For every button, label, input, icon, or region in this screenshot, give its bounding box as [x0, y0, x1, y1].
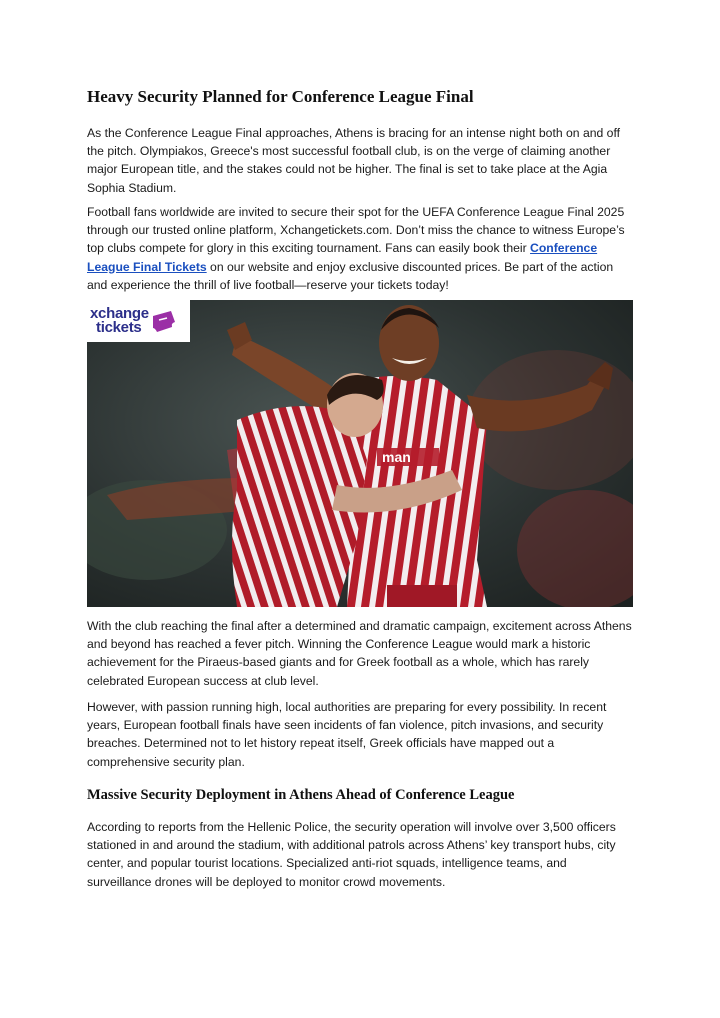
jersey-sponsor-text: man — [382, 449, 411, 465]
tickets-text-after: on our website and enjoy exclusive discounted prices. Be part of the action and experience the thrill of live football—reserve your tickets today! — [87, 259, 614, 292]
celebrating-players-image — [87, 300, 633, 607]
ticket-icon — [151, 308, 177, 334]
page-title: Heavy Security Planned for Conference League Final — [87, 87, 474, 106]
section-heading: Massive Security Deployment in Athens Ahead of Conference League — [87, 787, 515, 803]
logo-line2: tickets — [96, 319, 142, 336]
tickets-paragraph — [87, 203, 633, 294]
logo-line1: xchange — [90, 305, 149, 322]
hero-photo — [87, 300, 633, 607]
conference-league-tickets-link[interactable]: Conference League Final Tickets — [87, 241, 598, 274]
authorities-paragraph: However, with passion running high, local authorities are preparing for every possibility. In recent years, European football finals have seen incidents of fan violence, pitch invasions, and security breaches. Determined not to let history repeat itself, Greek officials have mapped out a comprehensive security plan. — [87, 700, 607, 769]
intro-paragraph: As the Conference League Final approaches, Athens is bracing for an intense night both on and off the pitch. Olympiakos, Greece's most successful football club, is on the verge of claiming another major European title, and the stakes could not be higher. The final is set to take place at the Agia Sophia Stadium. — [87, 126, 621, 195]
tickets-text-before: Football fans worldwide are invited to secure their spot for the UEFA Conference League Final 2025 through our trusted online platform, Xchangetickets.com. Don’t miss the chance to witness Europe’s top clubs compete for glory in this exciting tournament. Fans can easily book their — [87, 205, 625, 256]
xchange-tickets-logo — [87, 300, 190, 342]
police-paragraph: According to reports from the Hellenic Police, the security operation will involve over 3,500 officers stationed in and around the stadium, with additional patrols across Athens’ key transport hubs, city center, and popular tourist locations. Specialized anti-riot squads, intelligence teams, and surveillance drones will be deployed to monitor crowd movements. — [87, 820, 616, 889]
campaign-paragraph: With the club reaching the final after a determined and dramatic campaign, excitement across Athens and beyond has reached a fever pitch. Winning the Conference League would mark a historic achievement for the Piraeus-based giants and for Greek football as a whole, which has rarely celebrated European success at club level. — [87, 619, 632, 688]
